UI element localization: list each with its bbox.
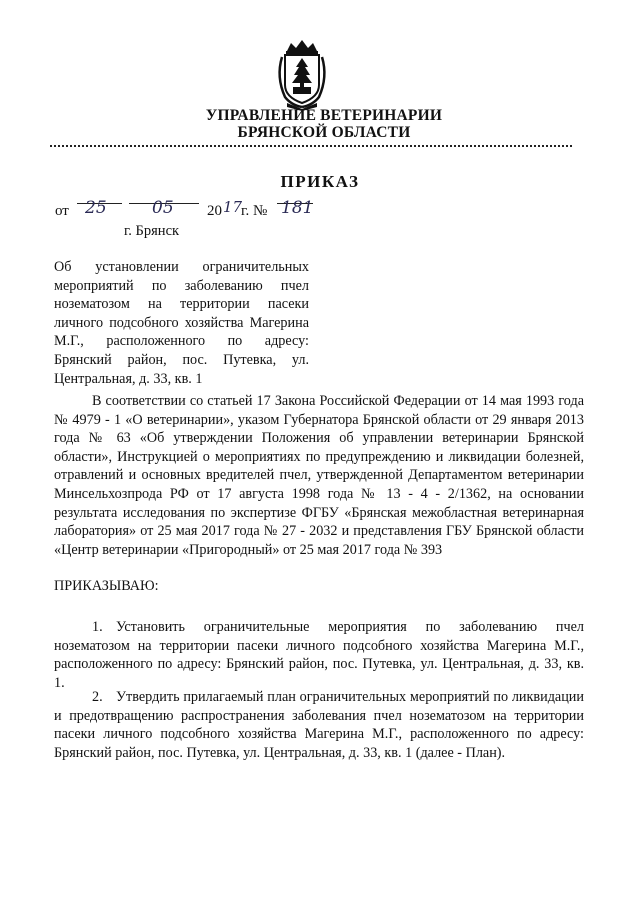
item-text: Утвердить прилагаемый план ограничительных мероприятий по ликвидации и предотвращению распространения заболевания пчел нозематозом на территории пасеки личного подсобного хозяйства Магерина М.Г., расположенного по адресу: Брянский район, пос. Путевка, ул. Центральная, д. 33, кв. 1 (далее - План). xyxy=(54,689,584,761)
year-suffix: 17 xyxy=(223,198,243,216)
order-subject: Об установлении ограничительных мероприятий по заболеванию пчел нозематозом на территории пасеки личного подсобного хозяйства Магерина М.Г., расположенного по адресу: Брянский район, пос. Путевка, ул. Центральная, д. 33, кв. 1 xyxy=(54,259,309,387)
coat-of-arms-emblem xyxy=(273,37,331,111)
order-item xyxy=(54,688,584,762)
order-city: г. Брянск xyxy=(124,223,180,239)
date-prefix: от xyxy=(55,203,69,219)
org-name-line2: БРЯНСКОЙ ОБЛАСТИ xyxy=(237,124,411,141)
org-name-line1: УПРАВЛЕНИЕ ВЕТЕРИНАРИИ xyxy=(205,107,443,124)
item-number: 1. xyxy=(92,619,103,635)
preamble-paragraph: В соответствии со статьей 17 Закона Российской Федерации от 14 мая 1993 года № 4979 - 1 «О ветеринарии», указом Губернатора Брянской области от 29 января 2013 года № 63 «Об утверждении Положения об управлении ветеринарии Брянской области», Инструкцией о мероприятиях по предупреждению и ликвидации болезней, отравлений и основных вредителей пчел, утвержденной Департаментом ветеринарии Минсельхозпрода РФ от 17 августа 1998 года № 13 - 4 - 2/1362, на основании результата исследования по экспертизе ФГБУ «Брянская межобластная ветеринарная лаборатория» от 25 мая 2017 года № 27 - 2032 и представления ГБУ Брянской области «Центр ветеринарии «Пригородный» от 25 мая 2017 года № 393 xyxy=(54,393,584,558)
year-label: г. № xyxy=(241,203,268,219)
order-word: ПРИКАЗЫВАЮ: xyxy=(54,578,159,594)
order-item xyxy=(54,618,584,692)
order-number: 181 xyxy=(281,198,314,218)
header-divider xyxy=(50,145,572,147)
item-number: 2. xyxy=(92,689,103,705)
item-text: Установить ограничительные мероприятия по заболеванию пчел нозематозом на территории пасеки личного подсобного хозяйства Магерина М.Г., расположенного по адресу: Брянский район, пос. Путевка, ул. Центральная, д. 33, кв. 1. xyxy=(54,619,584,691)
date-month: 05 xyxy=(152,198,174,218)
date-day: 25 xyxy=(85,198,107,218)
year-prefix: 20 xyxy=(207,203,222,219)
document-title: ПРИКАЗ xyxy=(280,172,360,191)
